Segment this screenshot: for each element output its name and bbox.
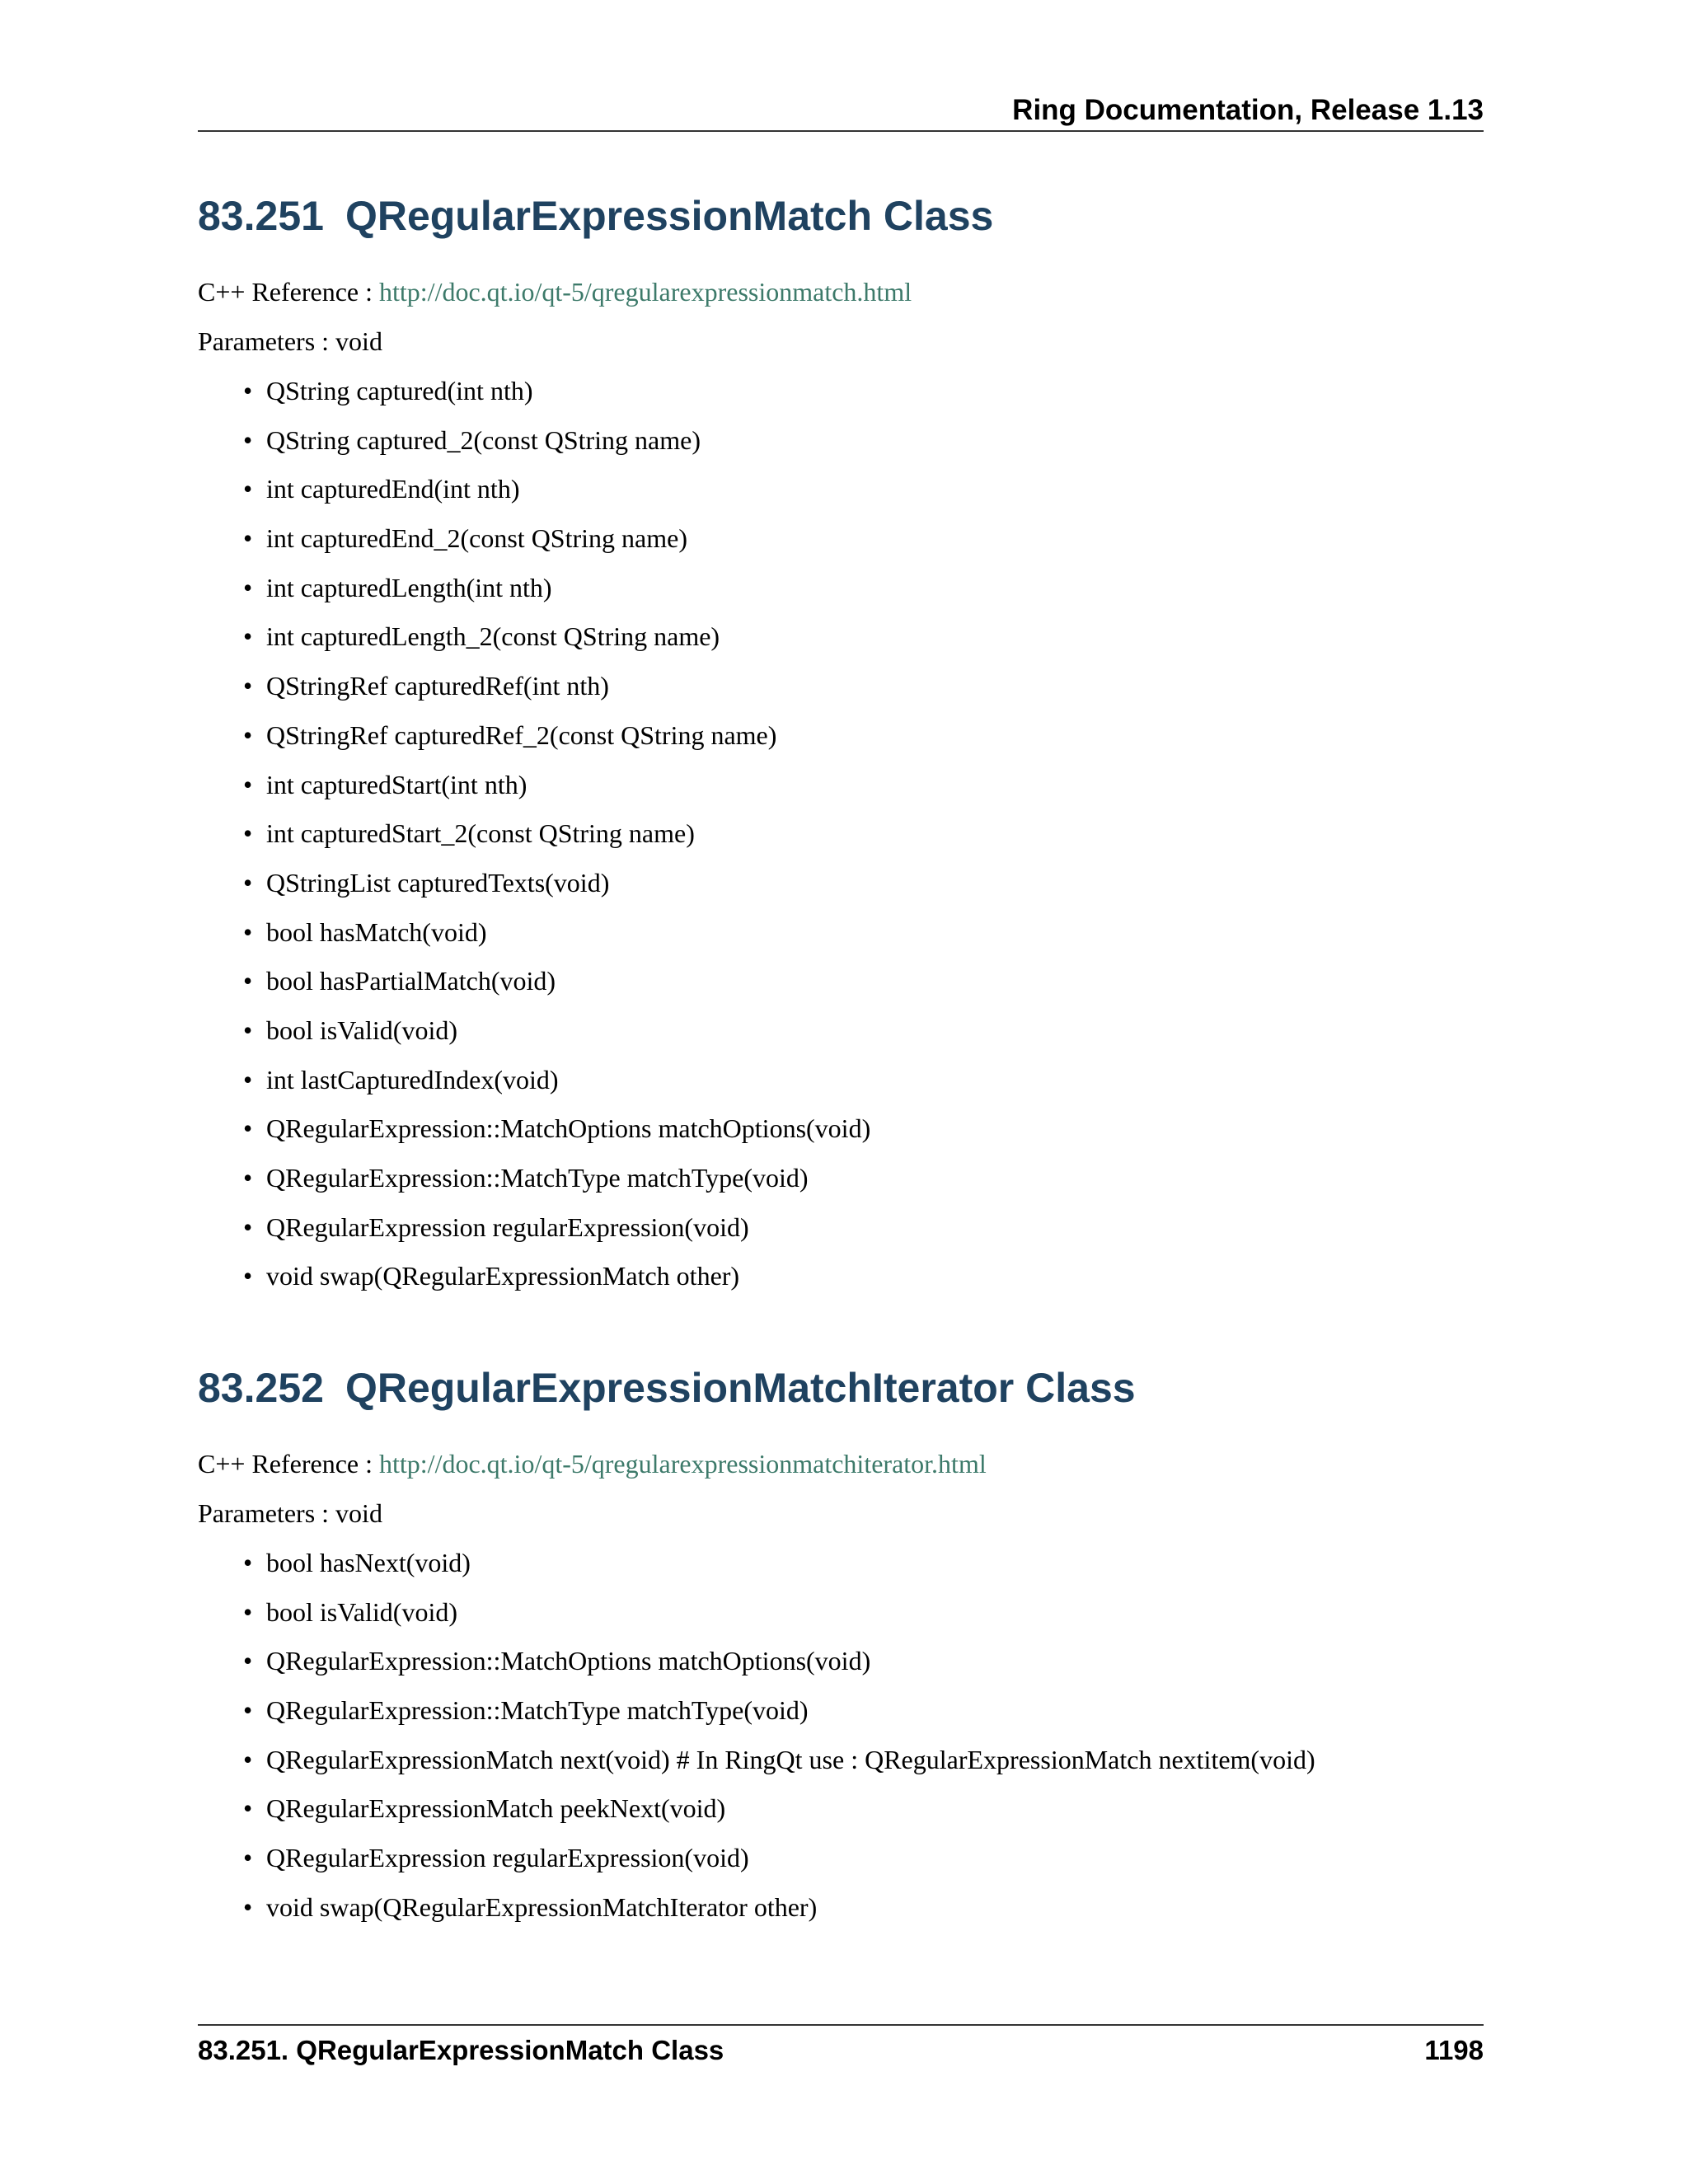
method-signature: int capturedLength(int nth) bbox=[266, 572, 552, 602]
bullet-icon: • bbox=[243, 523, 253, 554]
method-signature: int capturedLength_2(const QString name) bbox=[266, 621, 720, 652]
bullet-icon: • bbox=[243, 1548, 253, 1577]
bullet-icon: • bbox=[243, 916, 253, 947]
list-item bbox=[243, 620, 1484, 669]
list-item bbox=[243, 374, 1484, 424]
parameters-text: Parameters : void bbox=[198, 1498, 382, 1528]
bullet-icon: • bbox=[243, 966, 253, 996]
cpp-reference bbox=[198, 275, 1484, 325]
list-item bbox=[243, 1694, 1484, 1743]
list-item bbox=[243, 719, 1484, 768]
method-signature: bool isValid(void) bbox=[266, 1015, 457, 1045]
method-signature: int lastCapturedIndex(void) bbox=[266, 1064, 559, 1094]
section-qregularexpressionmatchiterator bbox=[198, 1363, 1484, 1940]
bullet-icon: • bbox=[243, 1695, 253, 1726]
method-signature: int capturedStart_2(const QString name) bbox=[266, 818, 695, 849]
method-signature: bool hasPartialMatch(void) bbox=[266, 966, 556, 996]
bullet-icon: • bbox=[243, 1891, 253, 1922]
section-number: 83.252 bbox=[198, 1365, 324, 1411]
bullet-icon: • bbox=[243, 1793, 253, 1824]
method-signature: bool hasNext(void) bbox=[266, 1548, 471, 1577]
method-signature: void swap(QRegularExpressionMatch other) bbox=[266, 1261, 740, 1291]
method-signature: QRegularExpression::MatchOptions matchOptions(void) bbox=[266, 1113, 871, 1144]
method-signature: QRegularExpression::MatchType matchType(void) bbox=[266, 1695, 809, 1726]
list-item bbox=[243, 1891, 1484, 1940]
list-item bbox=[243, 1792, 1484, 1841]
method-signature: QString captured(int nth) bbox=[266, 376, 533, 405]
section-title: QRegularExpressionMatchIterator Class bbox=[345, 1365, 1136, 1411]
method-signature: QRegularExpressionMatch peekNext(void) bbox=[266, 1793, 726, 1824]
method-signature: bool hasMatch(void) bbox=[266, 916, 487, 947]
footer-section-title: 83.251. QRegularExpressionMatch Class bbox=[198, 2035, 724, 2065]
list-item bbox=[243, 1063, 1484, 1113]
section-number: 83.251 bbox=[198, 193, 324, 239]
bullet-icon: • bbox=[243, 1163, 253, 1193]
bullet-icon: • bbox=[243, 1064, 253, 1094]
list-item bbox=[243, 571, 1484, 621]
list-item bbox=[243, 522, 1484, 571]
section-heading bbox=[198, 1363, 1484, 1413]
reference-label: C++ Reference : bbox=[198, 277, 379, 307]
list-item bbox=[243, 669, 1484, 719]
list-item bbox=[243, 1546, 1484, 1596]
method-signature: int capturedStart(int nth) bbox=[266, 769, 528, 799]
list-item bbox=[243, 866, 1484, 916]
method-signature: int capturedEnd(int nth) bbox=[266, 474, 520, 504]
page-number: 1198 bbox=[1424, 2035, 1484, 2065]
reference-label: C++ Reference : bbox=[198, 1449, 379, 1479]
bullet-icon: • bbox=[243, 1261, 253, 1291]
method-signature: QRegularExpression regularExpression(void) bbox=[266, 1843, 749, 1873]
bullet-icon: • bbox=[243, 424, 253, 455]
list-item bbox=[243, 1112, 1484, 1161]
cpp-reference bbox=[198, 1447, 1484, 1497]
bullet-icon: • bbox=[243, 1596, 253, 1627]
bullet-icon: • bbox=[243, 1744, 253, 1774]
bullet-icon: • bbox=[243, 1015, 253, 1045]
document-title: Ring Documentation, Release 1.13 bbox=[1012, 94, 1484, 126]
list-item bbox=[243, 1596, 1484, 1645]
reference-link[interactable]: http://doc.qt.io/qt-5/qregularexpressionmatch.html bbox=[379, 277, 912, 307]
method-signature: void swap(QRegularExpressionMatchIterator other) bbox=[266, 1891, 818, 1922]
method-signature: QRegularExpression regularExpression(void) bbox=[266, 1212, 749, 1242]
bullet-icon: • bbox=[243, 1843, 253, 1873]
page-header bbox=[198, 91, 1484, 132]
bullet-icon: • bbox=[243, 867, 253, 898]
method-signature: QRegularExpression::MatchType matchType(void) bbox=[266, 1163, 809, 1193]
bullet-icon: • bbox=[243, 1113, 253, 1144]
bullet-icon: • bbox=[243, 1212, 253, 1242]
list-item bbox=[243, 1644, 1484, 1694]
bullet-icon: • bbox=[243, 1646, 253, 1676]
bullet-icon: • bbox=[243, 818, 253, 849]
bullet-icon: • bbox=[243, 621, 253, 652]
method-signature: bool isValid(void) bbox=[266, 1596, 457, 1627]
parameters-text: Parameters : void bbox=[198, 326, 382, 356]
list-item bbox=[243, 916, 1484, 965]
list-item bbox=[243, 1014, 1484, 1063]
list-item bbox=[243, 1211, 1484, 1260]
section-qregularexpressionmatch bbox=[198, 191, 1484, 1309]
page-footer bbox=[198, 2024, 1484, 2075]
list-item bbox=[243, 817, 1484, 866]
list-item bbox=[243, 424, 1484, 473]
method-signature: QStringRef capturedRef(int nth) bbox=[266, 671, 609, 701]
list-item bbox=[243, 472, 1484, 522]
section-heading bbox=[198, 191, 1484, 241]
bullet-icon: • bbox=[243, 671, 253, 701]
bullet-icon: • bbox=[243, 572, 253, 602]
reference-link[interactable]: http://doc.qt.io/qt-5/qregularexpressionmatchiterator.html bbox=[379, 1449, 987, 1479]
method-signature: QRegularExpressionMatch next(void) # In RingQt use : QRegularExpressionMatch nextitem(void) bbox=[266, 1744, 1315, 1774]
bullet-icon: • bbox=[243, 376, 253, 405]
list-item bbox=[243, 1161, 1484, 1211]
list-item bbox=[243, 1841, 1484, 1891]
method-signature: QRegularExpression::MatchOptions matchOptions(void) bbox=[266, 1646, 871, 1676]
list-item bbox=[243, 1743, 1484, 1793]
list-item bbox=[243, 768, 1484, 818]
bullet-icon: • bbox=[243, 719, 253, 750]
list-item bbox=[243, 1259, 1484, 1309]
method-list bbox=[198, 1546, 1484, 1940]
bullet-icon: • bbox=[243, 474, 253, 504]
method-signature: QStringRef capturedRef_2(const QString name) bbox=[266, 719, 777, 750]
method-signature: QString captured_2(const QString name) bbox=[266, 424, 701, 455]
method-signature: int capturedEnd_2(const QString name) bbox=[266, 523, 687, 554]
bullet-icon: • bbox=[243, 769, 253, 799]
method-signature: QStringList capturedTexts(void) bbox=[266, 867, 610, 898]
list-item bbox=[243, 964, 1484, 1014]
method-list bbox=[198, 374, 1484, 1309]
section-title: QRegularExpressionMatch Class bbox=[345, 193, 994, 239]
